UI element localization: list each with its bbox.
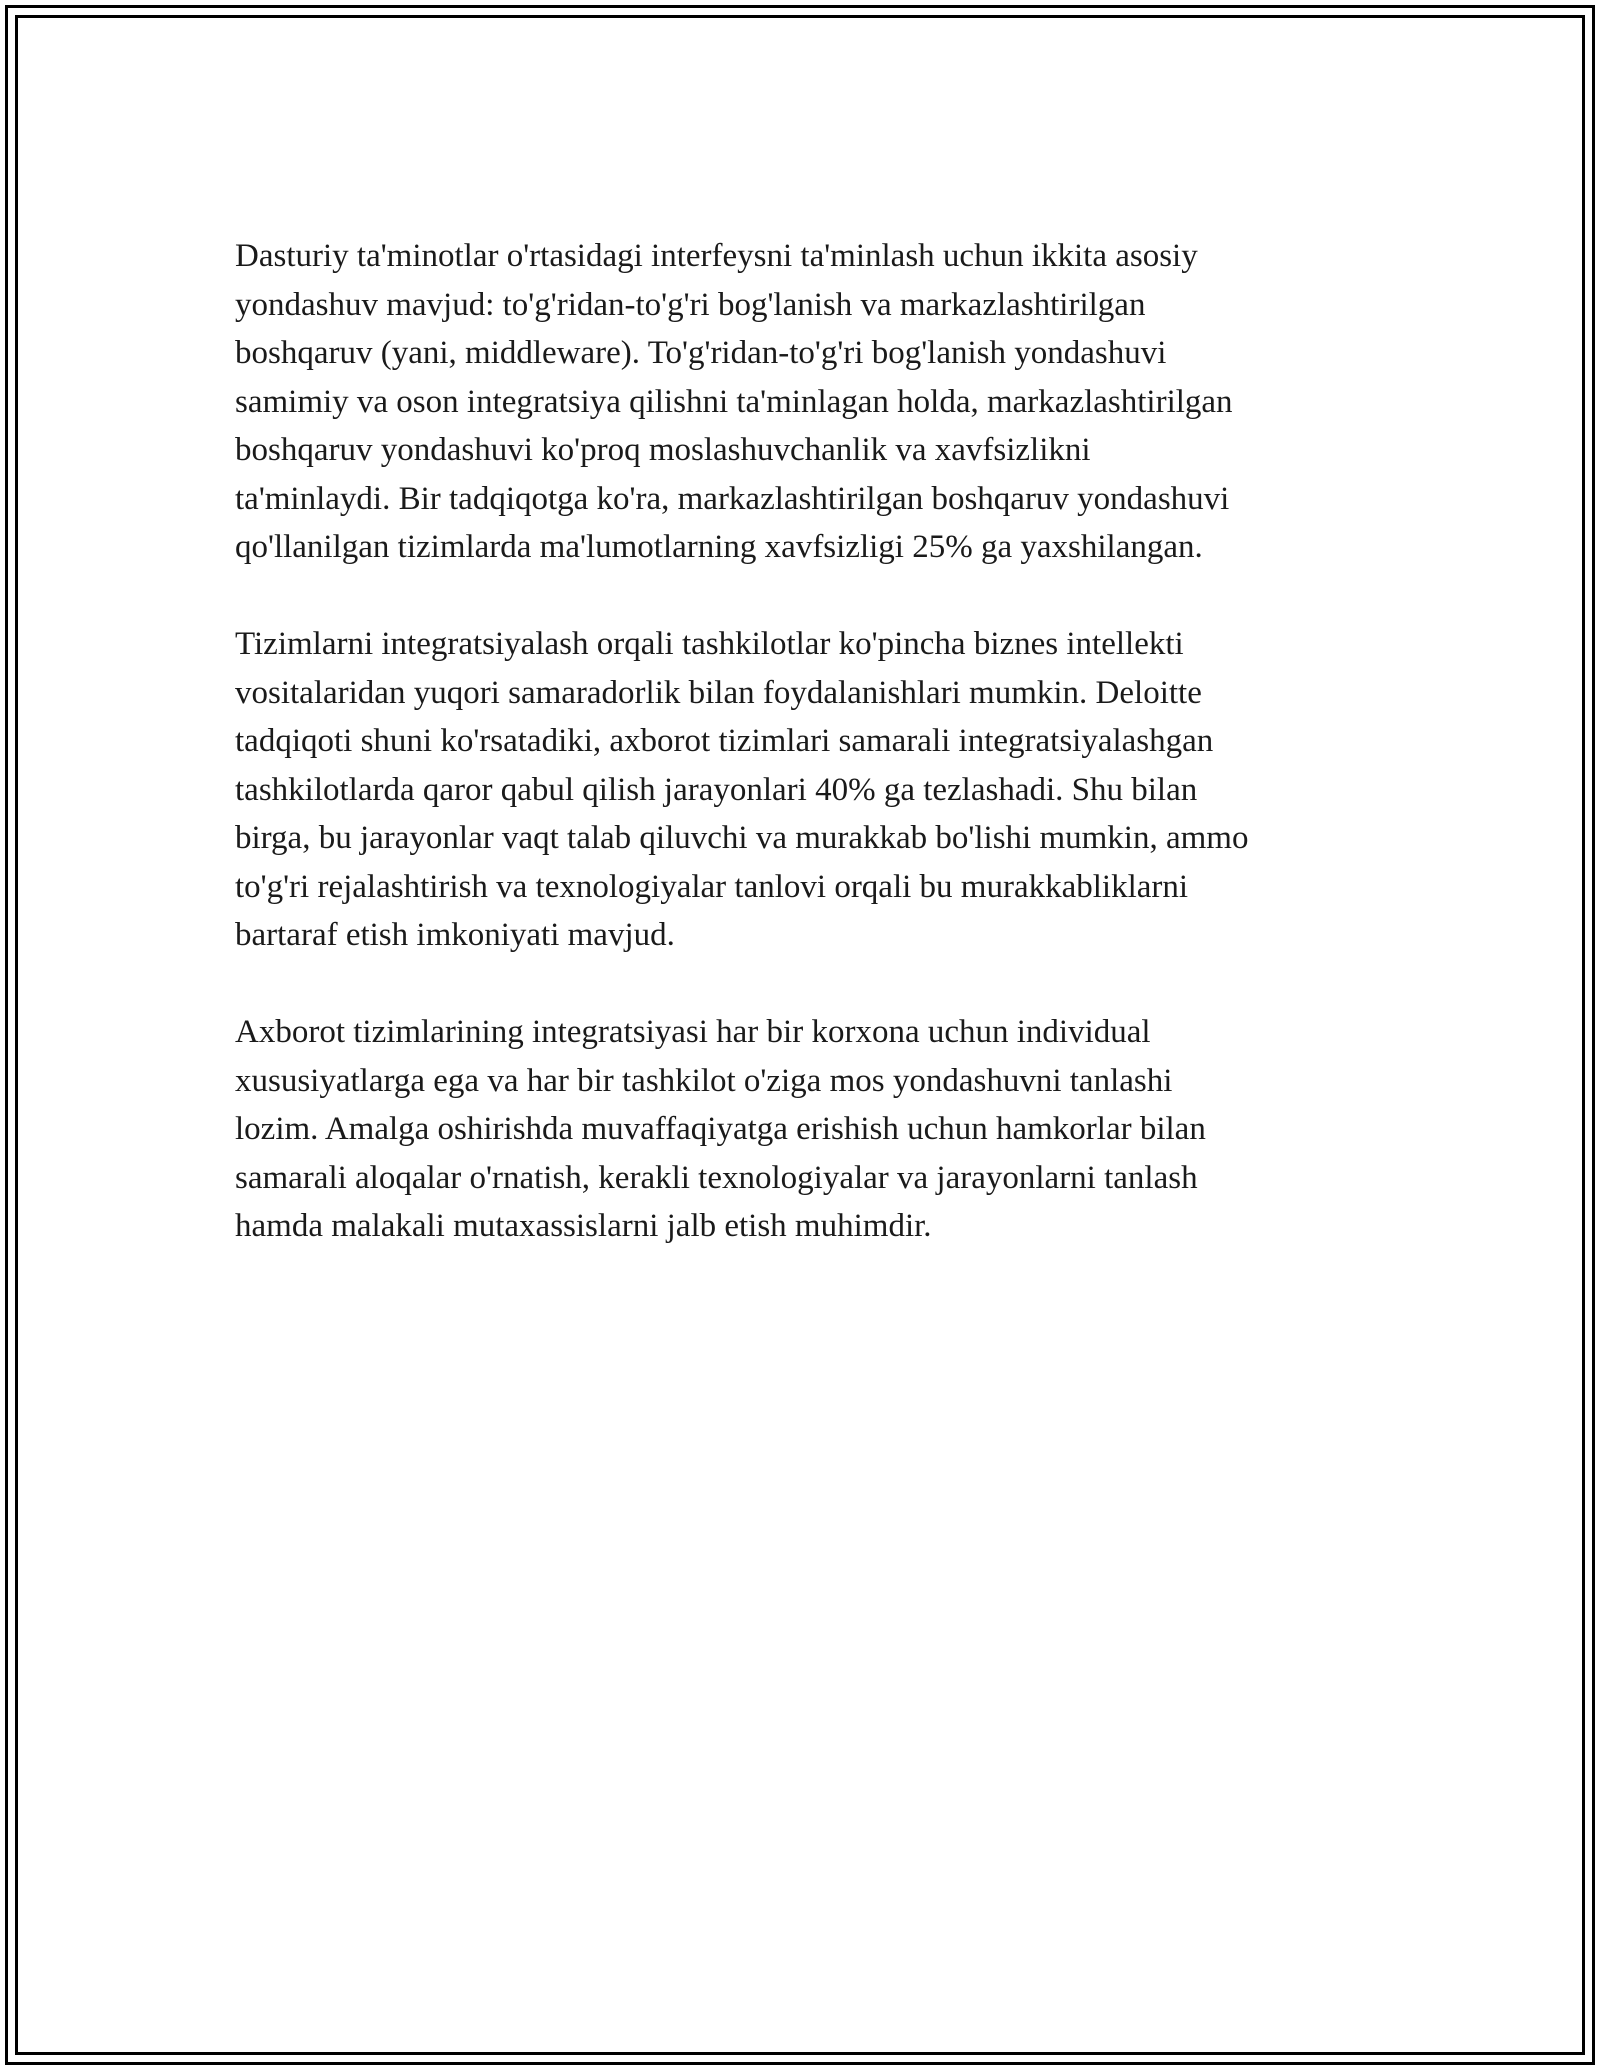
paragraph-1: Dasturiy ta'minotlar o'rtasidagi interfeysni ta'minlash uchun ikkita asosiy yondashuv mavjud: to'g'ridan-to'g'ri bog'lanish va markazlashtirilgan boshqaruv (yani, middleware). To'g'ridan-to'g'ri bog'lanish yondashuvi samimiy va oson integratsiya qilishni ta'minlagan holda, markazlashtirilgan boshqaruv yondashuvi ko'proq moslashuvchanlik va xavfsizlikni ta'minlaydi. Bir tadqiqotga ko'ra, markazlashtirilgan boshqaruv yondashuvi qo'llanilgan tizimlarda ma'lumotlarning xavfsizligi 25% ga yaxshilangan. [235, 238, 1233, 565]
paragraph-2: Tizimlarni integratsiyalash orqali tashkilotlar ko'pincha biznes intellekti vositalaridan yuqori samaradorlik bilan foydalanishlari mumkin. Deloitte tadqiqoti shuni ko'rsatadiki, axborot tizimlari samarali integratsiyalashgan tashkilotlarda qaror qabul qilish jarayonlari 40% ga tezlashadi. Shu bilan birga, bu jarayonlar vaqt talab qiluvchi va murakkab bo'lishi mumkin, ammo to'g'ri rejalashtirish va texnologiyalar tanlovi orqali bu murakkabliklarni bartaraf etish imkoniyati mavjud. [235, 626, 1249, 953]
document-body [235, 232, 1375, 1299]
paragraph-3: Axborot tizimlarining integratsiyasi har bir korxona uchun individual xususiyatlarga ega va har bir tashkilot o'ziga mos yondashuvni tanlashi lozim. Amalga oshirishda muvaffaqiyatga erishish uchun hamkorlar bilan samarali aloqalar o'rnatish, kerakli texnologiyalar va jarayonlarni tanlash hamda malakali mutaxassislarni jalb etish muhimdir. [235, 1014, 1206, 1244]
